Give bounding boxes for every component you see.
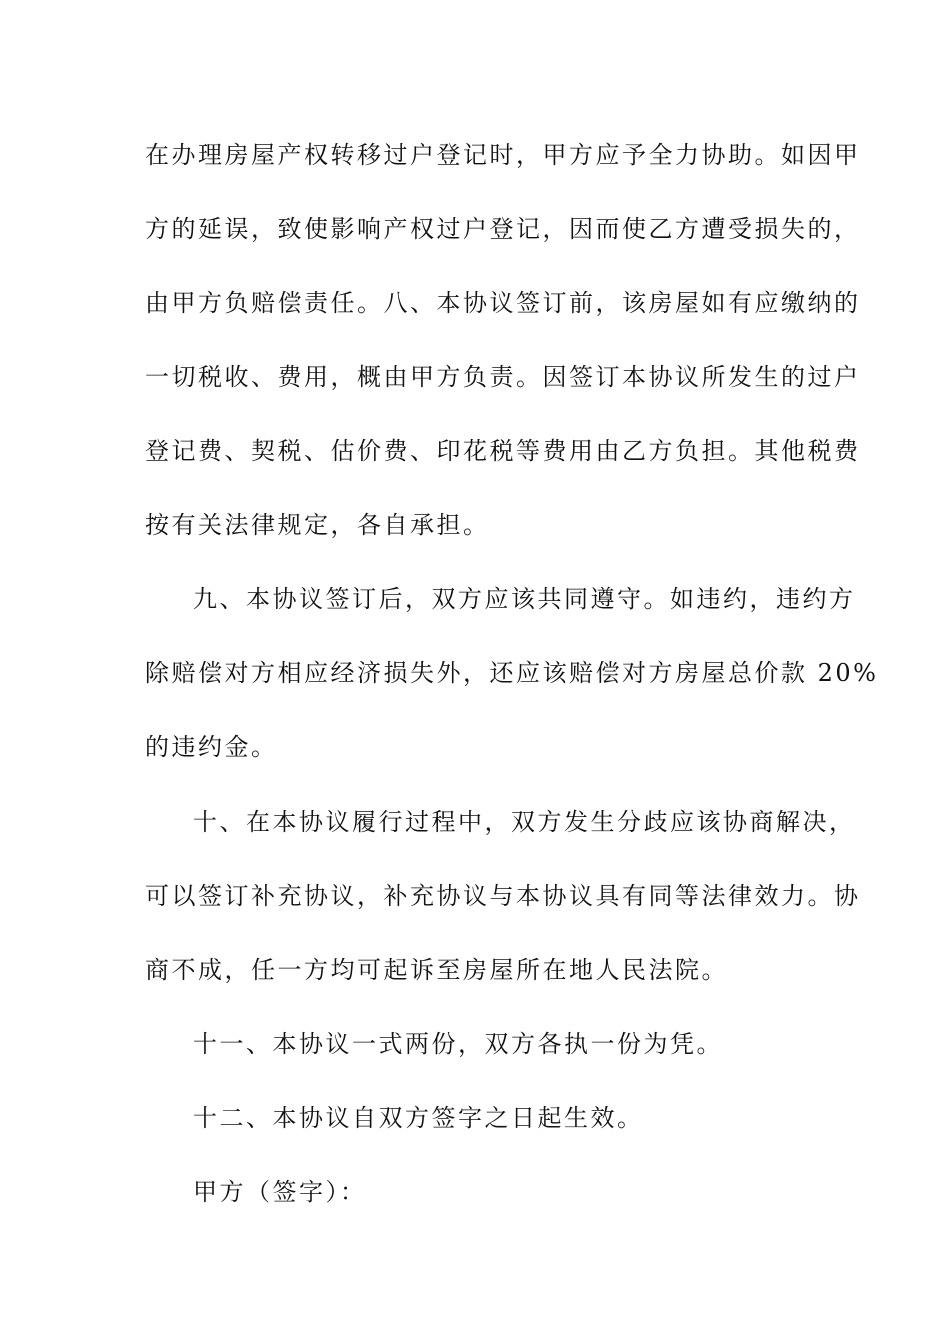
- paragraph-11: 十一、本协议一式两份，双方各执一份为凭。: [193, 1030, 723, 1058]
- text-line: 按有关法律规定，各自承担。: [145, 511, 490, 539]
- text-line: 方的延误，致使影响产权过户登记，因而使乙方遭受损失的，: [145, 215, 861, 243]
- paragraph-10-first-line: 十、在本协议履行过程中，双方发生分歧应该协商解决，: [193, 808, 856, 836]
- text-line: 的违约金。: [145, 733, 278, 761]
- text-line: 登记费、契税、估价费、印花税等费用由乙方负担。其他税费: [145, 437, 861, 465]
- text-line: 由甲方负赔偿责任。八、本协议签订前，该房屋如有应缴纳的: [145, 289, 861, 317]
- paragraph-12: 十二、本协议自双方签字之日起生效。: [193, 1104, 644, 1132]
- text-line: 商不成，任一方均可起诉至房屋所在地人民法院。: [145, 956, 728, 984]
- text-line: 一切税收、费用，概由甲方负责。因签订本协议所发生的过户: [145, 363, 861, 391]
- paragraph-9-first-line: 九、本协议签订后，双方应该共同遵守。如违约，违约方: [193, 585, 856, 613]
- text-line: 可以签订补充协议，补充协议与本协议具有同等法律效力。协: [145, 882, 861, 910]
- party-a-signature-label: 甲方（签字）：: [193, 1178, 367, 1206]
- text-line: 除赔偿对方相应经济损失外，还应该赔偿对方房屋总价款 20%: [145, 659, 879, 687]
- text-line: 在办理房屋产权转移过户登记时，甲方应予全力协助。如因甲: [145, 141, 861, 169]
